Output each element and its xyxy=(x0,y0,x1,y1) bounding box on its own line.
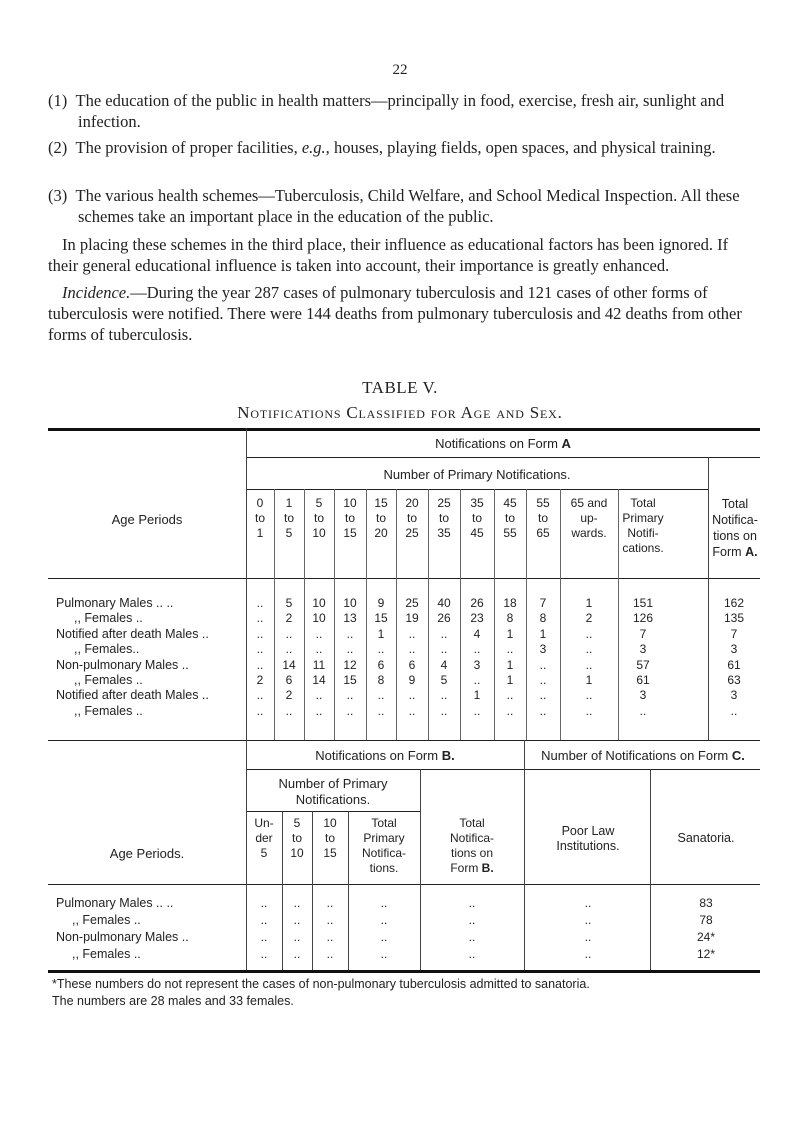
table-cell: .. xyxy=(293,913,301,927)
table-cell: 1 xyxy=(377,626,385,641)
table-cell: 14 xyxy=(282,657,296,672)
table-cell: .. xyxy=(585,657,593,672)
table-cell: 61 xyxy=(636,673,650,687)
table-cell: 83 xyxy=(699,896,713,910)
incidence-heading: Incidence. xyxy=(62,283,131,302)
table-cell: 13 xyxy=(343,611,357,626)
table-cell: .. xyxy=(408,703,416,718)
table-cell: .. xyxy=(468,896,476,910)
table-cell: .. xyxy=(285,642,293,657)
table-cell: 8 xyxy=(539,611,547,626)
poor-law-header: Poor Law Institutions. xyxy=(556,824,620,853)
table-cell: .. xyxy=(506,688,514,703)
table-row-label: ,, Females .. xyxy=(74,611,143,626)
rule xyxy=(246,811,420,812)
table-cell: .. xyxy=(380,896,388,910)
form-b-group-header-2: Notifications. xyxy=(295,792,371,807)
list-item-2: (2) The provision of proper facilities, e.g., houses, playing fields, open spaces, and physical training. xyxy=(48,138,716,157)
table-cell: .. xyxy=(468,947,476,961)
table-cell: .. xyxy=(377,688,385,703)
table-cell: .. xyxy=(584,913,592,927)
table-cell: .. xyxy=(326,896,334,910)
table-cell: .. xyxy=(293,896,301,910)
form-b-col-header-2: 10 to 15 xyxy=(323,816,337,860)
list-item-number: (1) xyxy=(48,91,68,110)
table-cell: .. xyxy=(315,688,323,703)
table-cell: .. xyxy=(326,930,334,944)
rule xyxy=(48,740,760,741)
table-row-label: Non-pulmonary Males .. xyxy=(56,657,189,672)
table-cell: .. xyxy=(539,688,547,703)
table-cell: .. xyxy=(380,947,388,961)
table-row-label: Pulmonary Males .. .. xyxy=(56,896,174,910)
form-a-super-header: Notifications on Form A xyxy=(435,436,571,451)
table-cell: .. xyxy=(468,913,476,927)
sanatoria-header: Sanatoria. xyxy=(677,831,735,845)
table-cell: .. xyxy=(315,642,323,657)
table-cell: .. xyxy=(256,703,264,718)
table-cell: .. xyxy=(506,642,514,657)
form-b-col-header-3: Total Primary Notifica- tions. xyxy=(361,816,406,875)
form-a-col-header-9: 55 to 65 xyxy=(536,496,550,540)
table-cell: .. xyxy=(260,930,268,944)
table-cell: 61 xyxy=(727,657,741,672)
divider xyxy=(708,457,709,740)
table-cell: .. xyxy=(408,688,416,703)
form-a-col-header-4: 15 to 20 xyxy=(374,496,388,540)
table-cell: .. xyxy=(473,673,481,687)
table-row-label: Notified after death Males .. xyxy=(56,626,209,641)
table-cell: .. xyxy=(326,947,334,961)
table-cell: .. xyxy=(293,930,301,944)
table-cell: 15 xyxy=(343,673,357,687)
table-cell: 63 xyxy=(727,673,741,687)
table-subtitle: Notifications Classified for Age and Sex. xyxy=(237,403,563,422)
table-cell: 57 xyxy=(636,657,650,672)
table-cell: .. xyxy=(584,896,592,910)
table-rule xyxy=(48,970,760,973)
divider xyxy=(334,489,335,740)
table-cell: .. xyxy=(585,688,593,703)
table-cell: 1 xyxy=(506,626,514,641)
table-cell: 18 xyxy=(503,596,517,610)
table-cell: .. xyxy=(256,688,264,703)
table-cell: .. xyxy=(539,703,547,718)
table-cell: 1 xyxy=(506,673,514,687)
form-b-group-header-1: Number of Primary xyxy=(278,776,388,791)
table-row-label: ,, Females .. xyxy=(74,703,143,718)
paragraph-incidence: Incidence.—During the year 287 cases of pulmonary tuberculosis and 121 cases of other forms of tuberculosis were notified. There were 144 deaths from pulmonary tuberculosis and 42 deaths from other forms of tuberculosis. xyxy=(48,283,742,344)
table-cell: .. xyxy=(408,642,416,657)
divider xyxy=(312,811,313,970)
rule xyxy=(48,578,760,579)
divider xyxy=(348,811,349,970)
form-a-col-header-7: 35 to 45 xyxy=(470,496,484,540)
table-cell: 8 xyxy=(377,673,385,687)
table-cell: 1 xyxy=(506,657,514,672)
footnote-1: *These numbers do not represent the cases of non-pulmonary tuberculosis admitted to sanatoria. xyxy=(52,977,590,991)
list-item-number: (2) xyxy=(48,138,68,157)
table-cell: .. xyxy=(639,703,647,718)
divider xyxy=(246,428,247,740)
list-item-1 xyxy=(48,90,788,132)
table-cell: 8 xyxy=(506,611,514,626)
table-cell: 23 xyxy=(470,611,484,626)
table-cell: 5 xyxy=(285,596,293,610)
table-cell: .. xyxy=(584,947,592,961)
table-cell: .. xyxy=(440,688,448,703)
table-cell: .. xyxy=(256,611,264,626)
divider xyxy=(282,811,283,970)
form-b-age-header: Age Periods. xyxy=(109,846,185,861)
table-cell: 10 xyxy=(312,611,326,626)
table-cell: 3 xyxy=(730,642,738,657)
table-cell: 25 xyxy=(405,596,419,610)
table-cell: .. xyxy=(326,913,334,927)
table-cell: .. xyxy=(585,703,593,718)
divider xyxy=(246,740,247,970)
table-cell: 10 xyxy=(312,596,326,610)
table-cell: 126 xyxy=(632,611,654,626)
table-cell: 2 xyxy=(256,673,264,687)
table-cell: 9 xyxy=(377,596,385,610)
table-cell: 3 xyxy=(473,657,481,672)
divider xyxy=(650,769,651,970)
table-row-label: Notified after death Males .. xyxy=(56,688,209,703)
table-cell: .. xyxy=(260,947,268,961)
table-cell: 2 xyxy=(285,611,293,626)
table-cell: 3 xyxy=(639,642,647,657)
form-b-col-header-0: Un- der 5 xyxy=(254,816,274,860)
table-cell: .. xyxy=(440,642,448,657)
table-cell: .. xyxy=(408,626,416,641)
table-cell: 2 xyxy=(585,611,593,626)
table-title: TABLE V. xyxy=(362,378,438,397)
table-cell: 7 xyxy=(730,626,738,641)
table-cell: .. xyxy=(380,930,388,944)
table-cell: 1 xyxy=(585,596,593,610)
divider xyxy=(560,489,561,740)
form-a-col-header-5: 20 to 25 xyxy=(405,496,419,540)
table-row-label: ,, Females .. xyxy=(72,947,141,961)
table-cell: .. xyxy=(346,703,354,718)
table-cell: 4 xyxy=(473,626,481,641)
form-a-col-header-3: 10 to 15 xyxy=(343,496,357,540)
table-cell: .. xyxy=(440,703,448,718)
table-cell: .. xyxy=(346,626,354,641)
table-cell: 151 xyxy=(632,596,654,610)
table-cell: .. xyxy=(346,688,354,703)
table-cell: .. xyxy=(256,642,264,657)
table-cell: 12* xyxy=(696,947,716,961)
paragraph-placing: In placing these schemes in the third place, their influence as educational factors has been ignored. If their general educational influence is taken into account, their importance is greatly enhanced. xyxy=(48,235,729,275)
divider xyxy=(526,489,527,740)
footnote-2: The numbers are 28 males and 33 females. xyxy=(52,994,294,1008)
table-cell: .. xyxy=(380,913,388,927)
table-cell: 2 xyxy=(285,688,293,703)
table-cell: .. xyxy=(473,642,481,657)
table-row-label: Non-pulmonary Males .. xyxy=(56,930,189,944)
table-cell: 4 xyxy=(440,657,448,672)
list-item-number: (3) xyxy=(48,186,68,205)
table-cell: .. xyxy=(539,673,547,687)
table-cell: .. xyxy=(506,703,514,718)
list-item-3 xyxy=(48,185,788,227)
table-cell: 7 xyxy=(539,596,547,610)
table-cell: 6 xyxy=(285,673,293,687)
emphasis: e.g., xyxy=(301,138,330,157)
table-cell: 24* xyxy=(696,930,716,944)
table-row-label: ,, Females .. xyxy=(72,913,141,927)
table-cell: .. xyxy=(256,626,264,641)
divider xyxy=(274,489,275,740)
form-a-col-header-1: 1 to 5 xyxy=(283,496,294,540)
table-cell: 19 xyxy=(405,611,419,626)
table-cell: .. xyxy=(260,896,268,910)
table-cell: 14 xyxy=(312,673,326,687)
table-cell: 3 xyxy=(730,688,738,703)
rule xyxy=(246,769,760,770)
form-a-col-header-10: 65 and up- wards. xyxy=(570,496,608,540)
table-cell: .. xyxy=(293,947,301,961)
form-a-col-header-8: 45 to 55 xyxy=(503,496,517,540)
table-cell: .. xyxy=(730,703,738,718)
form-a-total-header: Total Notifica- tions on Form A. xyxy=(712,497,758,559)
divider xyxy=(428,489,429,740)
table-cell: 7 xyxy=(639,626,647,641)
divider xyxy=(460,489,461,740)
table-cell: .. xyxy=(256,596,264,610)
table-cell: 135 xyxy=(723,611,745,626)
form-b-super-header: Notifications on Form B. xyxy=(315,748,455,763)
table-cell: .. xyxy=(377,642,385,657)
list-item-text: The various health schemes—Tuberculosis, Child Welfare, and School Medical Inspection. All these schemes take an important place in the education of the public. xyxy=(75,186,740,226)
table-cell: .. xyxy=(260,913,268,927)
form-b-total-header: Total Notifica- tions on Form B. xyxy=(449,816,494,875)
table-cell: .. xyxy=(473,703,481,718)
table-cell: .. xyxy=(585,642,593,657)
list-item-text: The education of the public in health matters—principally in food, exercise, fresh air, sunlight and infection. xyxy=(75,91,725,131)
table-cell: .. xyxy=(315,626,323,641)
divider xyxy=(618,489,619,740)
table-cell: .. xyxy=(256,657,264,672)
table-cell: 5 xyxy=(440,673,448,687)
table-cell: 6 xyxy=(377,657,385,672)
form-a-col-header-11: Total Primary Notifi- cations. xyxy=(622,496,664,555)
form-c-super-header: Number of Notifications on Form C. xyxy=(541,748,745,763)
table-cell: 3 xyxy=(639,688,647,703)
form-b-col-header-1: 5 to 10 xyxy=(290,816,304,860)
rule xyxy=(246,457,760,458)
divider xyxy=(396,489,397,740)
form-a-col-header-0: 0 to 1 xyxy=(254,496,265,540)
table-row-label: ,, Females .. xyxy=(74,673,143,687)
divider xyxy=(420,769,421,970)
divider xyxy=(304,489,305,740)
table-cell: 40 xyxy=(437,596,451,610)
table-cell: 78 xyxy=(699,913,713,927)
table-cell: .. xyxy=(315,703,323,718)
table-cell: 6 xyxy=(408,657,416,672)
table-cell: .. xyxy=(440,626,448,641)
form-a-col-header-6: 25 to 35 xyxy=(437,496,451,540)
form-a-col-header-2: 5 to 10 xyxy=(312,496,326,540)
form-a-age-header: Age Periods xyxy=(111,512,183,527)
table-cell: 10 xyxy=(343,596,357,610)
table-cell: 11 xyxy=(312,657,326,672)
table-cell: 162 xyxy=(723,596,745,610)
page-number: 22 xyxy=(392,62,408,78)
divider xyxy=(494,489,495,740)
form-a-group-header: Number of Primary Notifications. xyxy=(383,467,571,482)
table-cell: .. xyxy=(285,703,293,718)
table-cell: .. xyxy=(585,626,593,641)
table-rule xyxy=(48,428,760,431)
table-row-label: ,, Females.. xyxy=(74,642,140,657)
table-cell: .. xyxy=(584,930,592,944)
table-cell: 1 xyxy=(585,673,593,687)
table-cell: .. xyxy=(539,657,547,672)
table-row-label: Pulmonary Males .. .. xyxy=(56,596,174,610)
table-cell: 9 xyxy=(408,673,416,687)
table-cell: .. xyxy=(468,930,476,944)
divider xyxy=(524,740,525,970)
table-cell: .. xyxy=(377,703,385,718)
table-cell: .. xyxy=(285,626,293,641)
table-cell: 26 xyxy=(437,611,451,626)
table-cell: .. xyxy=(346,642,354,657)
table-cell: 1 xyxy=(473,688,481,703)
rule xyxy=(246,489,708,490)
table-cell: 12 xyxy=(343,657,357,672)
table-cell: 1 xyxy=(539,626,547,641)
table-cell: 15 xyxy=(374,611,388,626)
divider xyxy=(366,489,367,740)
rule xyxy=(48,884,760,885)
table-cell: 26 xyxy=(470,596,484,610)
table-cell: 3 xyxy=(539,642,547,657)
